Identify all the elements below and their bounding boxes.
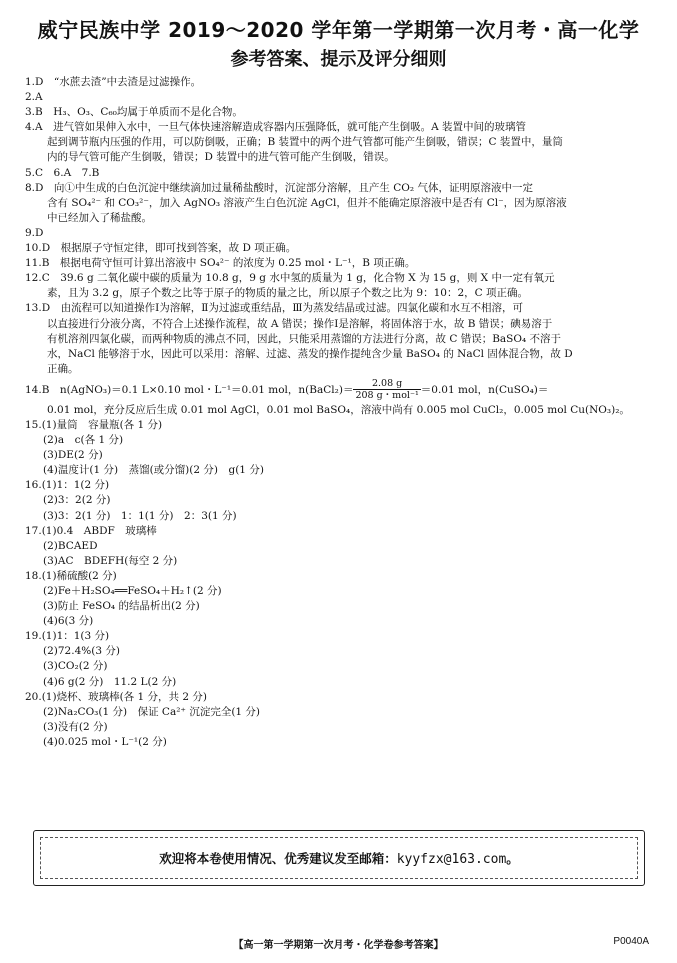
answer-line: 17.(1)0.4 ABDF 玻璃棒 [25,524,157,537]
notice-email: kyyfzx@163.com [396,852,507,867]
answer-line: 13.D 由流程可以知道操作Ⅰ为溶解，Ⅱ为过滤或重结晶，Ⅲ为蒸发结晶或过滤。四氯化碳和水互不相溶，可 [25,302,524,315]
answer-line: 1.D “水蔗去渣”中去渣是过滤操作。 [25,76,202,88]
answer-line: (3)没有(2 分) [43,720,108,733]
answer-line: (3)AC BDEFH(每空 2 分) [43,554,178,567]
answer-line: 2.A [25,91,43,104]
answer-line: 8.D 向①中生成的白色沉淀中继续滴加过量稀盐酸时，沉淀部分溶解，且产生 CO₂ 气体，证明原溶液中一定 [25,181,533,194]
answer-line: 正确。 [47,362,79,375]
answer-line: (3)3：2(1 分) 1：1(1 分) 2：3(1 分) [43,509,237,522]
answer-line: 以直接进行分液分离，不符合上述操作流程，故 A 错误；操作Ⅰ是溶解，将固体溶于水，故 B 错误；碘易溶于 [47,317,553,330]
answer-line: 18.(1)稀硫酸(2 分) [25,569,117,582]
answer-line: (2)Na₂CO₃(1 分) 保证 Ca²⁺ 沉淀完全(1 分) [43,705,261,718]
page-subtitle: 参考答案、提示及评分细则 [230,49,447,70]
answer-line: 9.D [25,226,44,239]
answer-line: 有机溶剂四氯化碳，而两种物质的沸点不同，因此，只能采用蒸馏的方法进行分离，故 C 错误；BaSO₄ 不溶于 [47,332,562,345]
notice-box [33,830,645,886]
answer-14-text-b: ＝0.01 mol，n(CuSO₄)＝ [420,383,549,396]
answer-line: 中已经加入了稀盐酸。 [47,211,152,224]
document-code: P0040A [613,936,649,947]
answer-line: 5.C 6.A 7.B [25,166,100,179]
notice-end: 。 [506,851,519,866]
fraction [353,378,420,401]
fraction-denominator: 208 g・mol⁻¹ [355,390,419,402]
answer-line: 20.(1)烧杯、玻璃棒(各 1 分，共 2 分) [25,690,207,703]
answer-line: 水，NaCl 能够溶于水，因此可以采用：溶解、过滤、蒸发的操作提纯含少量 BaSO₄ 的 NaCl 固体混合物，故 D [47,347,573,360]
answer-line: (4)6(3 分) [43,615,94,628]
answer-line: 15.(1)量筒 容量瓶(各 1 分) [25,418,163,431]
page-footer: 【高一第一学期第一次月考・化学卷参考答案】 [233,940,444,951]
answer-line: 起到调节瓶内压强的作用，可以防倒吸，正确；B 装置中的两个进气管都可能产生倒吸，错误；C 装置中，量筒 [47,136,563,149]
notice-text: 欢迎将本卷使用情况、优秀建议发至邮箱： [159,851,397,866]
answer-line: (3)防止 FeSO₄ 的结晶析出(2 分) [43,600,200,613]
answer-line: (4)6 g(2 分) 11.2 L(2 分) [43,675,177,688]
answer-line: 内的导气管可能产生倒吸，错误；D 装置中的进气管可能产生倒吸，错误。 [47,151,395,164]
answer-line: 12.C 39.6 g 二氧化碳中碳的质量为 10.8 g，9 g 水中氢的质量为 1 g，化合物 X 为 15 g，则 X 中一定有氧元 [25,272,555,285]
answer-line: 含有 SO₄²⁻ 和 CO₃²⁻，加入 AgNO₃ 溶液产生白色沉淀 AgCl，但并不能确定原溶液中是否有 Cl⁻，因为原溶液 [47,196,567,209]
page-title: 威宁民族中学 2019～2020 学年第一学期第一次月考・高一化学 [37,18,640,42]
answer-content [25,75,650,750]
answer-14-text-a: 14.B n(AgNO₃)＝0.1 L×0.10 mol・L⁻¹＝0.01 mol，n(BaCl₂)＝ [25,383,354,396]
answer-line: 4.A 进气管如果伸入水中，一旦气体快速溶解造成容器内压强降低，就可能产生倒吸。A 装置中间的玻璃管 [25,121,527,134]
answer-line: (4)温度计(1 分) 蒸馏(或分馏)(2 分) g(1 分) [43,464,264,477]
answer-line: (2)72.4%(3 分) [43,645,120,658]
answer-line: (2)Fe＋H₂SO₄══FeSO₄＋H₂↑(2 分) [43,585,222,597]
answer-line: (2)3：2(2 分) [43,494,111,507]
answer-line: 19.(1)1：1(3 分) [25,630,110,643]
answer-line: (3)CO₂(2 分) [43,660,108,673]
answer-14-line-1 [25,377,650,403]
answers-15-20 [25,418,650,750]
answer-line: (2)BCAED [43,539,98,552]
answers-1-13 [25,75,650,377]
answer-line: (4)0.025 mol・L⁻¹(2 分) [43,735,167,748]
answer-line: 素，且为 3.2 g，原子个数之比等于原子的物质的量之比，所以原子个数之比为 9：10：2，C 项正确。 [47,287,529,300]
notice-message [34,849,644,867]
answer-line: 10.D 根据原子守恒定律，即可找到答案，故 D 项正确。 [25,242,297,255]
answer-line: (2)a c(各 1 分) [43,434,124,447]
answer-line: 16.(1)1：1(2 分) [25,479,110,492]
answer-14-line-2: 0.01 mol，充分反应后生成 0.01 mol AgCl，0.01 mol BaSO₄，溶液中尚有 0.005 mol CuCl₂，0.005 mol Cu(NO₃)₂。 [47,403,630,416]
answer-line: (3)DE(2 分) [43,449,103,462]
fraction-numerator: 2.08 g [353,378,420,390]
answer-line: 3.B H₃、O₃、C₆₀均属于单质而不是化合物。 [25,106,243,119]
answer-line: 11.B 根据电荷守恒可计算出溶液中 SO₄²⁻ 的浓度为 0.25 mol・L⁻¹，B 项正确。 [25,257,416,270]
